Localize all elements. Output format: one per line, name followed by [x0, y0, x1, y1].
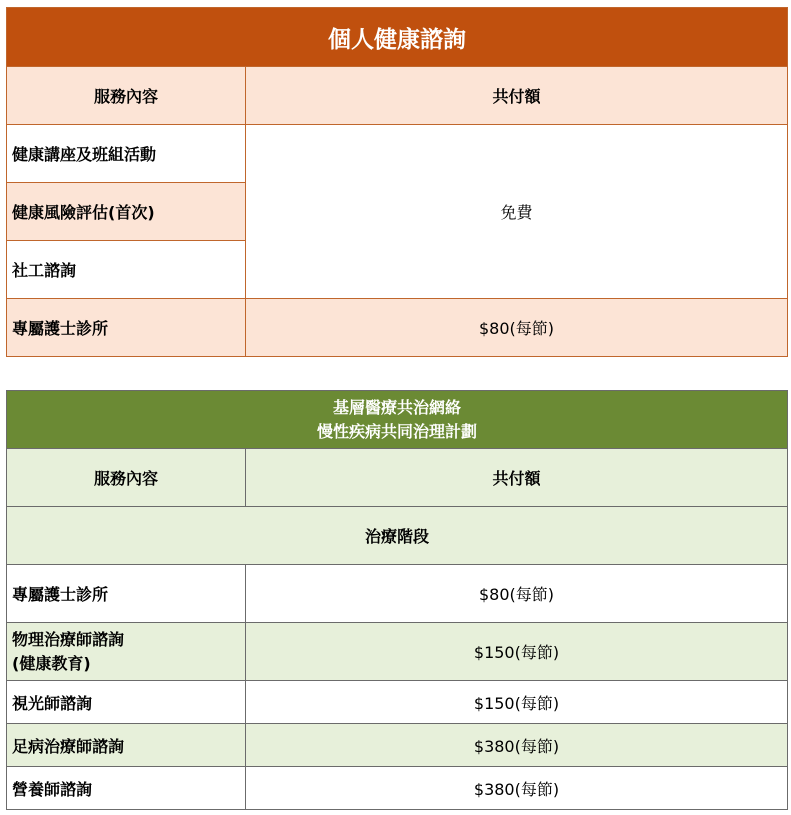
table2-row-service: 足病治療師諮詢	[7, 724, 246, 767]
table2-row-service-line2: (健康教育)	[12, 653, 91, 673]
table1-row-service: 健康講座及班組活動	[7, 125, 246, 183]
table2-row-service: 視光師諮詢	[7, 681, 246, 724]
table1-header-service: 服務內容	[7, 67, 246, 125]
table1-title: 個人健康諮詢	[7, 8, 788, 67]
table1-row-service: 社工諮詢	[7, 241, 246, 299]
table2-title-line2: 慢性疾病共同治理計劃	[317, 421, 478, 441]
chronic-disease-co-care-table	[6, 390, 788, 810]
table2-row-service-line1: 物理治療師諮詢	[12, 629, 125, 649]
personal-health-consultation-table	[6, 7, 788, 357]
table2-row-copay: $80(每節)	[246, 565, 788, 623]
table2-title-line1: 基層醫療共治網絡	[333, 397, 462, 417]
table2-row-copay: $380(每節)	[246, 767, 788, 810]
table2-row-service: 營養師諮詢	[7, 767, 246, 810]
table2-header-service: 服務內容	[7, 449, 246, 507]
table2-header-copay: 共付額	[246, 449, 788, 507]
table2-row-copay: $150(每節)	[246, 681, 788, 724]
table2-title	[7, 391, 788, 449]
table2-row-service	[7, 623, 246, 681]
table1-header-copay: 共付額	[246, 67, 788, 125]
table1-row-service: 健康風險評估(首次)	[7, 183, 246, 241]
table1-row-copay: $80(每節)	[246, 299, 788, 357]
table1-merged-copay: 免費	[246, 125, 788, 299]
table2-row-copay: $150(每節)	[246, 623, 788, 681]
table2-row-copay: $380(每節)	[246, 724, 788, 767]
table2-section-treatment: 治療階段	[7, 507, 788, 565]
table1-row-service: 專屬護士診所	[7, 299, 246, 357]
table2-row-service: 專屬護士診所	[7, 565, 246, 623]
